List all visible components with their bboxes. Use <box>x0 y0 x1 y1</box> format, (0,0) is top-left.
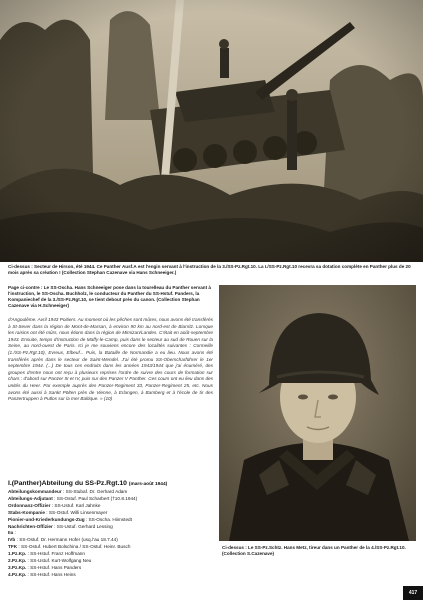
top-photo <box>0 0 423 262</box>
page-number: 417 <box>403 586 423 600</box>
roster-role: 2.Pz.Kp. <box>8 558 27 564</box>
roster-name: : SS-Hstuf. Hans Panders <box>26 564 82 570</box>
roster-row <box>8 565 218 572</box>
roster-name: : SS-Stubaf. Dr. Gerhard Adam <box>61 489 128 494</box>
body-text: d'Angoulême. Avril 1943 Poitiers. Au moment où les pêches sont mûres, nous avons été transférés à St-Sever dans la région de Mont-de-Marsan, à environ 90 km au nord-est de Biarritz. Lorsque les raisins ont été mûrs, nous étions dans la région de Mimizan/Landes. C'était en août-septembre 1943. Ensuite, temps d'instruction de Maffy-le-Camp, puis dans le secteur au sud de Rouen sur la Seine, au nord-ouest de Paris. Ici je me souviens encore des localités suivantes : Cormeille (1./SS-Pz.Rgt.10), Evreux, Elbeuf... Puis, la Bataille de Normandie a eu lieu. Nous avons été transférés après dans le secteur de Saint-Wendel. J'ai été promu SS-Oberscharführer le 1er septembre 1944. (...) De tous ces endroits dans les années 1943/1944 que j'ai énuméré, des groupes d'entre nous ont reçu à plusieurs reprises l'ordre de suivre des cours de formation sur chars : d'abord sur Panzer III et IV, puis sur des Panzer V Panther. Ces cours ont eu lieu dans des unités du Heer. Par exemple auprès des Panzer-Regiment 33, Panzer-Regiment 25, etc. Nous avons été aussi à Sankt Pölten près de Vienne, à Erlangen, à Bamberg et à l'école de tir des Panzertruppen à Putlos sur la mer Baltique. » (10) <box>8 317 213 402</box>
caption-left: Page ci-contre : Le SS-Oscha. Hans Schneeiger pose dans la tourelleau du Panther servant à l'instruction, le SS-Oscha. Buchholz, le conducteur du Panther du SS-Hstuf. Panders, la Kompaniechef de la 3./SS-Pz.Rgt.10, se tient debout près du canon. (Collection Stephan Cazenave via H.Schneeiger) <box>8 285 211 308</box>
roster-role: Ordonnanz-Offizier <box>8 502 51 508</box>
roster-role: IVb <box>8 537 16 543</box>
roster-row <box>8 510 218 517</box>
roster-name: : SS-Ustuf. Gerhard Lessing <box>52 523 113 529</box>
roster-role: Abteilungs-Adjutant <box>8 495 53 501</box>
unit-title-text: I.(Panther)Abteilung du SS-Pz.Rgt.10 <box>8 480 127 487</box>
roster-name: : SS-Hstuf. Hans Heins <box>26 571 76 577</box>
unit-title-date: (mars-août 1944) <box>128 482 168 487</box>
roster-name: : SS-Ostuf. Dr. Hermann Hofer (usq./'au 18.7.44) <box>15 537 118 543</box>
roster-role: 1.Pz.Kp. <box>8 551 27 557</box>
roster-row <box>8 489 218 496</box>
caption-top: Ci-dessus : Secteur de Hirson, été 1944. Ce Panther Ausf.A est l'engin servant à l'instruction de la 3./SS-Pz.Rgt.10. La I./SS-Pz.Rgt.10 recevra sa dotation complète en Panther plus de 20 mois après sa création ! (Collection Stephan Cazenave via Hans Schneeiger.) <box>8 264 411 275</box>
roster-row <box>8 524 218 531</box>
roster-name: : SS-Ustuf. Kurt-Wolfgang Neu <box>26 558 92 564</box>
roster-row <box>8 558 218 565</box>
roster-name: : SS-Oscha. Hiimstedt <box>84 516 132 522</box>
roster-row <box>8 551 218 558</box>
tank-photo-illustration <box>0 0 423 262</box>
caption-portrait: Ci-dessus : Le SS-Pz.Schtz. Hans Metz, tireur dans un Panther de la 4./SS-Pz.Rgt.10. (Collection S.Cazenave) <box>222 545 406 556</box>
soldier-portrait-illustration <box>219 285 416 541</box>
roster-role: 4.Pz.Kp. <box>8 571 27 577</box>
roster-role: TFK <box>8 544 18 550</box>
roster-name: : <box>13 530 16 536</box>
roster-row <box>8 503 218 510</box>
roster-row <box>8 496 218 503</box>
roster-role: Pionier-und-Kriederkundungs-Zug <box>8 516 85 522</box>
unit-title <box>8 480 218 487</box>
roster-row <box>8 572 218 579</box>
roster-name: : SS-Ostuf. Paul Scharbert (†10.8.1944) <box>52 495 138 501</box>
unit-roster <box>8 489 218 579</box>
roster-name: : SS-Ustuf. Karl Jahnke <box>50 502 101 508</box>
roster-role: Nachrichten-Offizier <box>8 523 53 529</box>
roster-name: : SS-Ostuf. Willi Linsenmayer <box>45 509 108 515</box>
roster-role: IIa <box>8 530 14 536</box>
roster-role: Abteilungskommandeur <box>8 489 62 494</box>
roster-name: : SS-Ostuf. Hubert Bolschina / SS-Ostuf. Heinr. Busch <box>17 544 131 550</box>
roster-name: : SS-Hstuf. Franz Hoffmann <box>26 551 86 557</box>
roster-role: Stabs-Kompanie <box>8 509 45 515</box>
roster-role: 3.Pz.Kp. <box>8 564 27 570</box>
roster-row <box>8 544 218 551</box>
roster-row <box>8 517 218 524</box>
portrait-photo <box>219 285 416 541</box>
roster-row <box>8 530 218 537</box>
roster-row <box>8 537 218 544</box>
